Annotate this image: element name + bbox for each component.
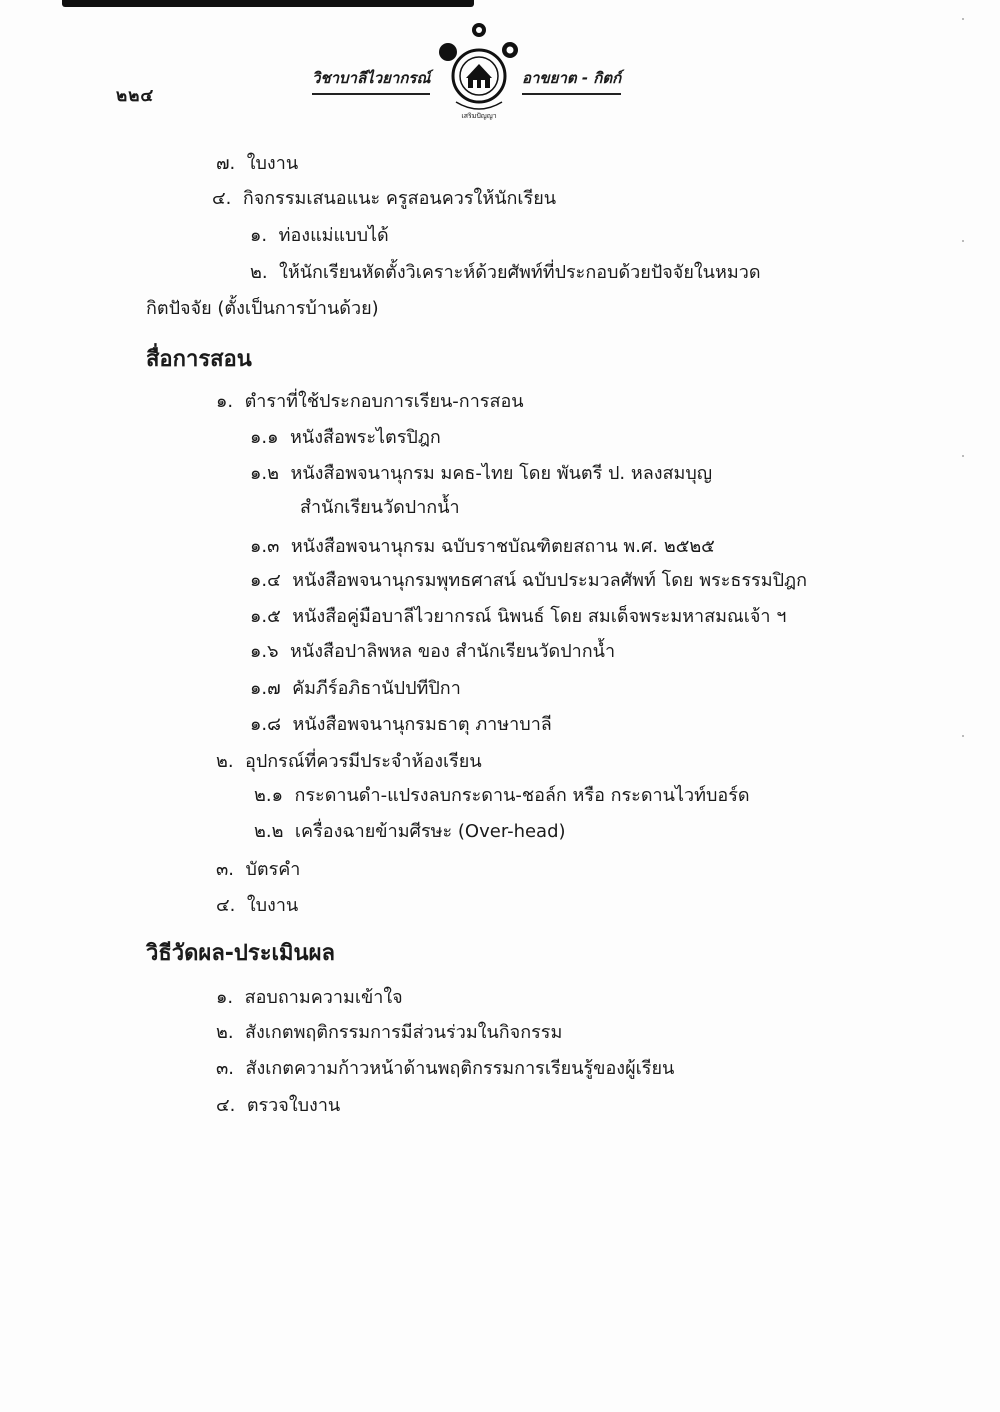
school-seal-icon xyxy=(436,18,522,122)
list-item: ๔. ตรวจใบงาน xyxy=(216,1095,341,1116)
top-scan-bar xyxy=(62,0,474,7)
list-item: ๒.๒ เครื่องฉายข้ามศีรษะ (Over-head) xyxy=(254,821,566,842)
list-item: ๑. ท่องแม่แบบได้ xyxy=(250,225,389,246)
scan-dot xyxy=(962,735,964,737)
list-item: ๒. ให้นักเรียนหัดตั้งวิเคราะห์ด้วยศัพท์ที่ประกอบด้วยปัจจัยในหมวด xyxy=(250,262,761,283)
scan-dot xyxy=(962,240,964,242)
list-item: ๒. สังเกตพฤติกรรมการมีส่วนร่วมในกิจกรรม xyxy=(216,1022,563,1043)
list-item: ๔. ใบงาน xyxy=(216,895,299,916)
list-item: ๓. บัตรคำ xyxy=(216,859,301,880)
list-item: ๑.๖ หนังสือปาลิพหล ของ สำนักเรียนวัดปากน้ำ xyxy=(250,641,616,662)
list-item: ๑.๔ หนังสือพจนานุกรมพุทธศาสน์ ฉบับประมวลศัพท์ โดย พระธรรมปิฎก xyxy=(250,570,807,591)
scan-dot xyxy=(962,18,964,20)
list-item: ๑.๗ คัมภีร์อภิธานัปปทีปิกา xyxy=(250,678,461,699)
list-item: ๑.๒ หนังสือพจนานุกรม มคธ-ไทย โดย พันตรี ป. หลงสมบุญ xyxy=(250,463,713,484)
list-item-continuation: สำนักเรียนวัดปากน้ำ xyxy=(300,497,460,518)
list-item: ๑.๘ หนังสือพจนานุกรมธาตุ ภาษาบาลี xyxy=(250,714,552,735)
list-item: ๗. ใบงาน xyxy=(216,153,299,174)
list-item: ๑. สอบถามความเข้าใจ xyxy=(216,987,403,1008)
section-heading-evaluation: วิธีวัดผล-ประเมินผล xyxy=(146,941,335,966)
list-item: ๑.๕ หนังสือคู่มือบาลีไวยากรณ์ นิพนธ์ โดย สมเด็จพระมหาสมณเจ้า ฯ xyxy=(250,606,787,627)
list-item: ๔. กิจกรรมเสนอแนะ ครูสอนควรให้นักเรียน xyxy=(212,188,557,209)
header-topic: อาขยาต - กิตก์ xyxy=(522,66,621,95)
scan-dot xyxy=(962,455,964,457)
list-item: ๑.๓ หนังสือพจนานุกรม ฉบับราชบัณฑิตยสถาน พ.ศ. ๒๕๒๕ xyxy=(250,536,715,557)
section-heading-media: สื่อการสอน xyxy=(146,347,252,372)
list-item: ๒.๑ กระดานดำ-แปรงลบกระดาน-ชอล์ก หรือ กระดานไวท์บอร์ด xyxy=(254,785,750,806)
seal-text: เสริมปัญญา xyxy=(461,112,497,120)
list-item: ๑. ตำราที่ใช้ประกอบการเรียน-การสอน xyxy=(216,391,524,412)
list-item: ๓. สังเกตความก้าวหน้าด้านพฤติกรรมการเรียนรู้ของผู้เรียน xyxy=(216,1058,675,1079)
page-number: ๒๒๔ xyxy=(116,86,155,106)
list-item-continuation: กิตปัจจัย (ตั้งเป็นการบ้านด้วย) xyxy=(146,298,379,319)
list-item: ๒. อุปกรณ์ที่ควรมีประจำห้องเรียน xyxy=(216,751,482,772)
list-item: ๑.๑ หนังสือพระไตรปิฎก xyxy=(250,427,441,448)
header-subject: วิชาบาลีไวยากรณ์ xyxy=(312,66,430,95)
